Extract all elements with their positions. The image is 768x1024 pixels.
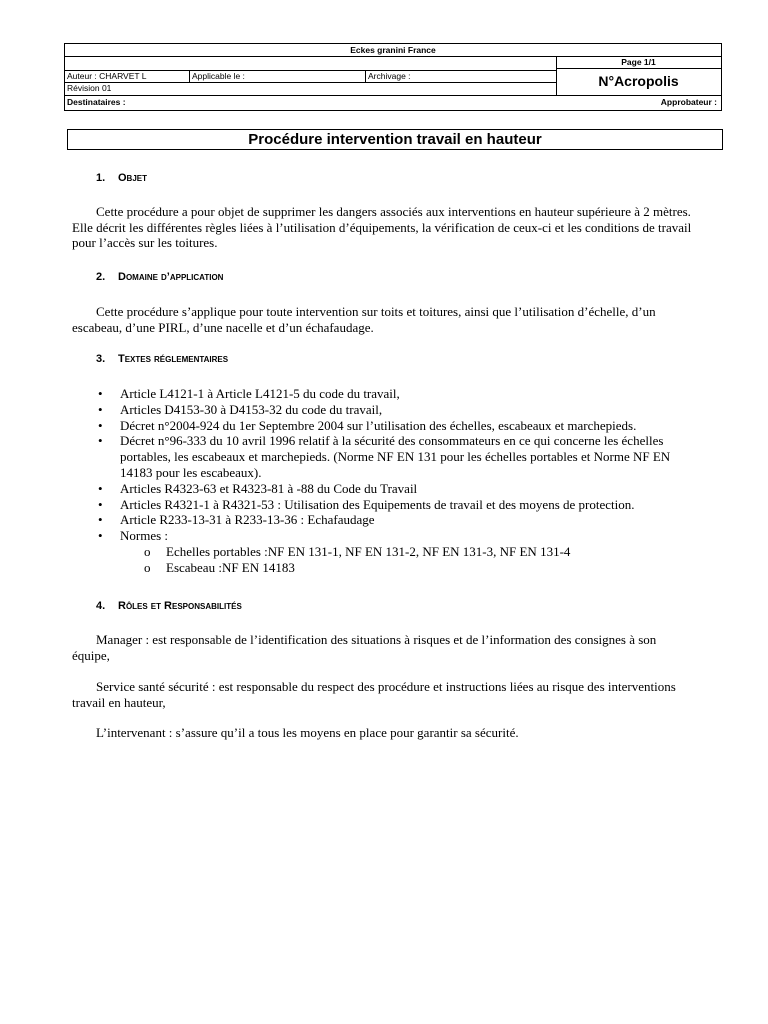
bullet-icon: •	[98, 386, 103, 401]
section-heading-roles	[96, 599, 242, 613]
list-item: • Articles D4153-30 à D4153-32 du code du travail,	[98, 401, 383, 417]
section-paragraph	[72, 679, 692, 710]
section-heading-textes	[96, 352, 228, 366]
document-title: Procédure intervention travail en hauteur	[67, 129, 723, 150]
section-paragraph	[72, 304, 692, 335]
sublist-item: o Echelles portables :NF EN 131-1, NF EN 131-2, NF EN 131-3, NF EN 131-4	[144, 543, 571, 559]
sublist-item: o Escabeau :NF EN 14183	[144, 559, 295, 575]
paragraph-text: Manager : est responsable de l’identification des situations à risques et de l’information des consignes à son équipe,	[72, 632, 657, 663]
destinataires-field: Destinataires :	[67, 97, 126, 107]
list-item: • Article R233-13-31 à R233-13-36 : Echafaudage	[98, 512, 375, 528]
section-number: 4.	[96, 600, 106, 612]
page-number: Page 1/1	[621, 57, 656, 67]
paragraph-text: Service santé sécurité : est responsable du respect des procédure et instructions liées au risque des interventions travail en hauteur,	[72, 679, 676, 710]
list-item: • Articles R4321-1 à R4321-53 : Utilisation des Equipements de travail et des moyens de protection.	[98, 496, 635, 512]
paragraph-text: L’intervenant : s’assure qu’il a tous les moyens en place pour garantir sa sécurité.	[96, 725, 519, 740]
bullet-icon: •	[98, 417, 103, 433]
section-title: Objet	[118, 172, 148, 184]
bullet-icon: •	[98, 528, 103, 544]
section-title: Rôles et Responsabilités	[118, 600, 242, 612]
archivage-field: Archivage :	[368, 71, 411, 81]
list-item: • Articles R4323-63 et R4323-81 à -88 du Code du Travail	[98, 480, 418, 496]
bullet-icon: •	[98, 512, 103, 528]
regulation-list	[96, 386, 696, 576]
section-number: 2.	[96, 271, 106, 283]
section-paragraph	[72, 632, 692, 663]
section-paragraph	[72, 204, 692, 251]
company-name: Eckes granini France	[350, 45, 436, 55]
circle-bullet-icon: o	[144, 543, 151, 559]
revision-field: Révision 01	[67, 83, 112, 93]
section-title: Textes réglementaires	[118, 353, 229, 365]
section-heading-domaine	[96, 270, 223, 284]
bullet-icon: •	[98, 496, 103, 512]
list-item: • Décret n°2004-924 du 1er Septembre 2004 sur l’utilisation des échelles, escabeaux et marchepieds.	[98, 417, 637, 433]
section-number: 1.	[96, 172, 106, 184]
document-header-table	[64, 43, 722, 111]
section-paragraph	[72, 725, 692, 741]
list-item: • Décret n°96-333 du 10 avril 1996 relatif à la sécurité des consommateurs en ce qui concerne les échelles portables, les escabeaux et marchepieds. (Norme NF EN 131 pour les échelles portables et Norme NF EN 14183 pour les escabeaux).	[98, 433, 671, 480]
section-number: 3.	[96, 353, 106, 365]
circle-bullet-icon: o	[144, 559, 151, 575]
paragraph-text: Cette procédure s’applique pour toute intervention sur toits et toitures, ainsi que l’utilisation d’échelle, d’un escabeau, d’une PIRL, d’une nacelle et d’un échafaudage.	[72, 304, 656, 335]
applicable-field: Applicable le :	[192, 71, 245, 81]
paragraph-text: Cette procédure a pour objet de supprimer les dangers associés aux interventions en hauteur supérieure à 2 mètres. Elle décrit les différentes règles liées à l’utilisation d’équipements, la vérification de ceux-ci et les conditions de travail pour l’accès sur les toitures.	[72, 204, 692, 251]
approbateur-field: Approbateur :	[660, 97, 717, 107]
reference-number: N°Acropolis	[598, 73, 679, 89]
bullet-icon: •	[98, 401, 103, 417]
bullet-icon: •	[98, 433, 103, 449]
list-item: • Article L4121-1 à Article L4121-5 du code du travail,	[98, 386, 400, 401]
bullet-icon: •	[98, 480, 103, 496]
section-heading-objet	[96, 171, 147, 185]
author-field: Auteur : CHARVET L	[67, 71, 147, 81]
norms-sublist	[96, 544, 696, 576]
section-title: Domaine d’application	[118, 271, 224, 283]
list-item: • Normes : o Echelles portables :NF EN 131-1, NF EN 131-2, NF EN 131-3, NF EN 131-4 o Escabeau :NF EN 14183	[96, 528, 696, 575]
